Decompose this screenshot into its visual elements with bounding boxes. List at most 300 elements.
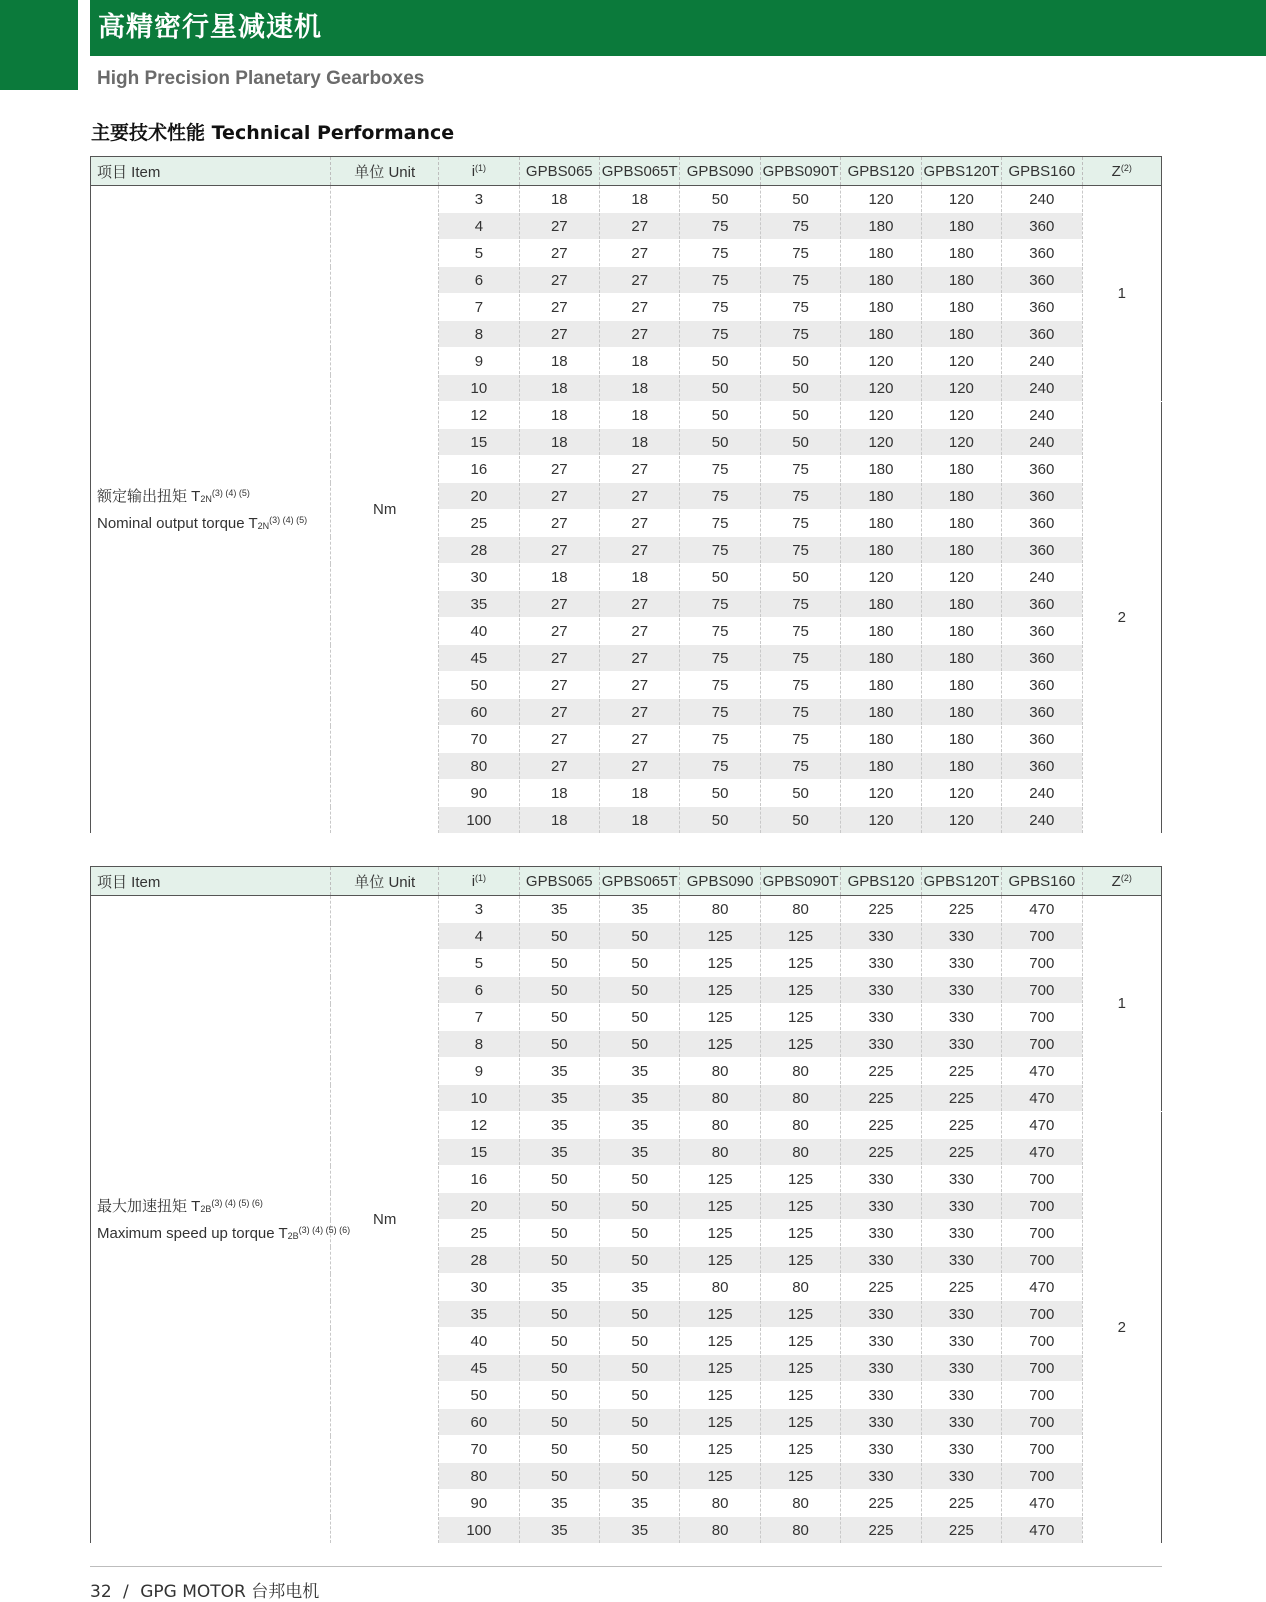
torque-value: 180 xyxy=(921,483,1001,510)
torque-value: 75 xyxy=(760,267,840,294)
torque-value: 330 xyxy=(921,1382,1001,1409)
torque-value: 180 xyxy=(841,294,921,321)
item-cn-subscript: 2N xyxy=(200,493,212,504)
torque-value: 18 xyxy=(519,348,599,375)
torque-value: 360 xyxy=(1002,618,1082,645)
torque-value: 50 xyxy=(519,1409,599,1436)
page-number: 32 xyxy=(90,1582,112,1602)
torque-value: 50 xyxy=(600,950,680,977)
ratio-value: 35 xyxy=(439,591,519,618)
torque-value: 700 xyxy=(1002,1355,1082,1382)
torque-value: 125 xyxy=(680,1031,760,1058)
torque-value: 50 xyxy=(600,1004,680,1031)
ratio-value: 4 xyxy=(439,923,519,950)
torque-value: 470 xyxy=(1002,1112,1082,1139)
col-header-model: GPBS065 xyxy=(519,867,599,896)
page-footer xyxy=(90,1577,319,1602)
ratio-value: 80 xyxy=(439,753,519,780)
torque-value: 330 xyxy=(921,1193,1001,1220)
torque-value: 120 xyxy=(921,429,1001,456)
ratio-value: 70 xyxy=(439,726,519,753)
torque-value: 180 xyxy=(841,645,921,672)
torque-value: 18 xyxy=(600,564,680,591)
torque-value: 75 xyxy=(680,726,760,753)
torque-value: 700 xyxy=(1002,1166,1082,1193)
torque-value: 180 xyxy=(841,456,921,483)
torque-value: 120 xyxy=(841,429,921,456)
torque-value: 35 xyxy=(519,1274,599,1301)
torque-value: 50 xyxy=(600,1193,680,1220)
torque-value: 330 xyxy=(841,1355,921,1382)
col-header-model: GPBS160 xyxy=(1002,157,1082,186)
torque-value: 125 xyxy=(760,1247,840,1274)
torque-value: 50 xyxy=(519,1004,599,1031)
torque-value: 125 xyxy=(680,1301,760,1328)
torque-value: 80 xyxy=(680,1274,760,1301)
item-cn-text: 最大加速扭矩 T xyxy=(97,1197,201,1215)
torque-value: 35 xyxy=(519,896,599,923)
item-en-text: Nominal output torque T xyxy=(97,514,258,532)
ratio-value: 15 xyxy=(439,429,519,456)
ratio-value: 8 xyxy=(439,1031,519,1058)
ratio-value: 16 xyxy=(439,456,519,483)
torque-value: 75 xyxy=(680,645,760,672)
torque-value: 125 xyxy=(680,923,760,950)
torque-value: 75 xyxy=(680,294,760,321)
torque-value: 18 xyxy=(519,429,599,456)
item-label xyxy=(91,896,351,1544)
torque-value: 75 xyxy=(680,699,760,726)
torque-value: 75 xyxy=(680,321,760,348)
ratio-value: 40 xyxy=(439,618,519,645)
unit-value: Nm xyxy=(331,896,439,1544)
torque-value: 125 xyxy=(680,1004,760,1031)
item-en-subscript: 2B xyxy=(287,1230,299,1241)
torque-value: 240 xyxy=(1002,780,1082,807)
torque-value: 75 xyxy=(680,618,760,645)
section-heading: 主要技术性能 Technical Performance xyxy=(91,122,455,144)
torque-value: 180 xyxy=(841,267,921,294)
torque-value: 35 xyxy=(600,1085,680,1112)
torque-value: 27 xyxy=(519,618,599,645)
torque-value: 225 xyxy=(841,1058,921,1085)
torque-value: 75 xyxy=(680,753,760,780)
torque-value: 75 xyxy=(760,240,840,267)
torque-value: 50 xyxy=(600,1220,680,1247)
torque-value: 225 xyxy=(921,1274,1001,1301)
torque-value: 75 xyxy=(680,240,760,267)
col-header-stages xyxy=(1082,157,1161,186)
ratio-value: 25 xyxy=(439,1220,519,1247)
torque-value: 125 xyxy=(760,950,840,977)
torque-value: 75 xyxy=(760,213,840,240)
torque-value: 240 xyxy=(1002,375,1082,402)
torque-value: 80 xyxy=(680,1058,760,1085)
torque-value: 27 xyxy=(600,726,680,753)
torque-value: 80 xyxy=(760,1112,840,1139)
col-header-model: GPBS120T xyxy=(921,867,1001,896)
torque-value: 80 xyxy=(760,1517,840,1544)
col-header-model: GPBS065T xyxy=(600,157,680,186)
torque-value: 35 xyxy=(600,1139,680,1166)
torque-value: 330 xyxy=(921,977,1001,1004)
footer-brand: GPG MOTOR 台邦电机 xyxy=(140,1582,320,1602)
ratio-value: 30 xyxy=(439,564,519,591)
torque-value: 50 xyxy=(600,1328,680,1355)
ratio-value: 8 xyxy=(439,321,519,348)
torque-value: 330 xyxy=(921,1409,1001,1436)
torque-value: 18 xyxy=(600,429,680,456)
ratio-value: 16 xyxy=(439,1166,519,1193)
ratio-label: i xyxy=(471,872,476,890)
torque-value: 27 xyxy=(519,537,599,564)
torque-value: 360 xyxy=(1002,321,1082,348)
ratio-value: 7 xyxy=(439,294,519,321)
torque-value: 330 xyxy=(921,1166,1001,1193)
torque-value: 18 xyxy=(519,780,599,807)
item-label-cn xyxy=(97,1193,330,1220)
stages-note: (2) xyxy=(1120,872,1132,883)
ratio-value: 80 xyxy=(439,1463,519,1490)
torque-value: 120 xyxy=(841,564,921,591)
torque-value: 75 xyxy=(680,483,760,510)
torque-value: 330 xyxy=(841,1301,921,1328)
torque-value: 27 xyxy=(519,267,599,294)
torque-value: 120 xyxy=(841,348,921,375)
item-cn-text: 额定输出扭矩 T xyxy=(97,487,201,505)
torque-value: 125 xyxy=(680,1355,760,1382)
torque-value: 125 xyxy=(760,1355,840,1382)
torque-value: 50 xyxy=(760,402,840,429)
torque-value: 330 xyxy=(921,1328,1001,1355)
torque-value: 180 xyxy=(841,483,921,510)
torque-value: 50 xyxy=(760,348,840,375)
ratio-value: 45 xyxy=(439,645,519,672)
torque-value: 50 xyxy=(519,1355,599,1382)
col-header-model: GPBS160 xyxy=(1002,867,1082,896)
torque-value: 225 xyxy=(841,1085,921,1112)
torque-value: 360 xyxy=(1002,294,1082,321)
torque-value: 27 xyxy=(600,699,680,726)
torque-value: 75 xyxy=(760,321,840,348)
ratio-value: 10 xyxy=(439,1085,519,1112)
ratio-label: i xyxy=(471,162,476,180)
torque-value: 80 xyxy=(760,1139,840,1166)
torque-value: 75 xyxy=(760,294,840,321)
torque-value: 330 xyxy=(921,950,1001,977)
torque-value: 180 xyxy=(921,591,1001,618)
torque-value: 125 xyxy=(760,1409,840,1436)
torque-value: 120 xyxy=(841,402,921,429)
torque-value: 27 xyxy=(600,618,680,645)
torque-value: 330 xyxy=(841,1463,921,1490)
torque-value: 125 xyxy=(680,977,760,1004)
torque-value: 225 xyxy=(841,1490,921,1517)
max-torque-table xyxy=(90,866,1162,1544)
torque-value: 700 xyxy=(1002,1382,1082,1409)
torque-value: 50 xyxy=(600,1436,680,1463)
torque-value: 180 xyxy=(921,240,1001,267)
torque-value: 180 xyxy=(921,672,1001,699)
item-label xyxy=(91,186,331,834)
torque-value: 50 xyxy=(519,1193,599,1220)
torque-value: 470 xyxy=(1002,1139,1082,1166)
torque-value: 180 xyxy=(921,294,1001,321)
torque-value: 75 xyxy=(760,726,840,753)
col-header-ratio xyxy=(439,157,519,186)
torque-value: 27 xyxy=(600,456,680,483)
torque-value: 18 xyxy=(519,402,599,429)
torque-value: 18 xyxy=(600,807,680,834)
torque-value: 240 xyxy=(1002,348,1082,375)
torque-value: 330 xyxy=(841,1193,921,1220)
torque-value: 360 xyxy=(1002,591,1082,618)
torque-value: 50 xyxy=(680,807,760,834)
torque-value: 75 xyxy=(760,618,840,645)
torque-value: 50 xyxy=(600,1301,680,1328)
col-header-model: GPBS090 xyxy=(680,157,760,186)
torque-value: 50 xyxy=(600,1031,680,1058)
torque-value: 50 xyxy=(600,1409,680,1436)
torque-value: 125 xyxy=(760,1301,840,1328)
nominal-torque-table xyxy=(90,156,1162,834)
torque-value: 330 xyxy=(841,977,921,1004)
ratio-value: 28 xyxy=(439,537,519,564)
torque-value: 700 xyxy=(1002,1247,1082,1274)
col-header-item: 项目 Item xyxy=(91,867,331,896)
torque-value: 50 xyxy=(519,1166,599,1193)
torque-value: 120 xyxy=(841,780,921,807)
torque-value: 180 xyxy=(841,699,921,726)
torque-value: 35 xyxy=(600,1490,680,1517)
torque-value: 360 xyxy=(1002,267,1082,294)
torque-value: 225 xyxy=(841,1517,921,1544)
torque-value: 27 xyxy=(600,591,680,618)
torque-value: 330 xyxy=(921,1301,1001,1328)
torque-value: 75 xyxy=(760,591,840,618)
torque-value: 50 xyxy=(519,1220,599,1247)
torque-value: 225 xyxy=(841,1139,921,1166)
torque-value: 75 xyxy=(760,483,840,510)
torque-value: 240 xyxy=(1002,186,1082,213)
item-cn-subscript: 2B xyxy=(200,1203,212,1214)
ratio-value: 70 xyxy=(439,1436,519,1463)
torque-value: 75 xyxy=(760,510,840,537)
torque-value: 120 xyxy=(841,375,921,402)
torque-value: 330 xyxy=(921,1355,1001,1382)
torque-value: 330 xyxy=(841,950,921,977)
torque-value: 35 xyxy=(519,1085,599,1112)
ratio-value: 20 xyxy=(439,1193,519,1220)
torque-value: 27 xyxy=(519,321,599,348)
torque-value: 225 xyxy=(921,1517,1001,1544)
torque-value: 18 xyxy=(519,564,599,591)
torque-value: 360 xyxy=(1002,726,1082,753)
torque-value: 35 xyxy=(519,1058,599,1085)
torque-value: 35 xyxy=(519,1139,599,1166)
torque-value: 75 xyxy=(760,699,840,726)
torque-value: 50 xyxy=(519,1301,599,1328)
torque-value: 700 xyxy=(1002,1463,1082,1490)
torque-value: 180 xyxy=(841,753,921,780)
torque-value: 330 xyxy=(841,1004,921,1031)
torque-value: 75 xyxy=(680,591,760,618)
torque-value: 360 xyxy=(1002,240,1082,267)
torque-value: 50 xyxy=(680,780,760,807)
col-header-model: GPBS065 xyxy=(519,157,599,186)
torque-value: 50 xyxy=(600,1463,680,1490)
torque-value: 700 xyxy=(1002,1436,1082,1463)
ratio-value: 50 xyxy=(439,1382,519,1409)
ratio-value: 4 xyxy=(439,213,519,240)
torque-value: 180 xyxy=(841,537,921,564)
torque-value: 120 xyxy=(921,807,1001,834)
item-en-notes: (3) (4) (5) (6) xyxy=(298,1224,351,1235)
ratio-note: (1) xyxy=(475,162,487,173)
torque-value: 120 xyxy=(921,348,1001,375)
torque-value: 330 xyxy=(921,1436,1001,1463)
torque-value: 80 xyxy=(760,896,840,923)
torque-value: 700 xyxy=(1002,1220,1082,1247)
torque-value: 700 xyxy=(1002,1328,1082,1355)
torque-value: 120 xyxy=(921,564,1001,591)
ratio-value: 25 xyxy=(439,510,519,537)
torque-value: 225 xyxy=(921,1058,1001,1085)
torque-value: 125 xyxy=(760,1220,840,1247)
header-row xyxy=(91,157,1162,186)
torque-value: 225 xyxy=(841,1274,921,1301)
torque-value: 27 xyxy=(519,645,599,672)
torque-value: 50 xyxy=(519,977,599,1004)
torque-value: 18 xyxy=(519,807,599,834)
torque-value: 75 xyxy=(680,456,760,483)
unit-value: Nm xyxy=(331,186,439,834)
torque-value: 700 xyxy=(1002,1004,1082,1031)
stages-label: Z xyxy=(1111,872,1121,890)
torque-value: 330 xyxy=(841,1031,921,1058)
torque-value: 80 xyxy=(680,1139,760,1166)
torque-value: 180 xyxy=(841,618,921,645)
col-header-model: GPBS120T xyxy=(921,157,1001,186)
col-header-unit: 单位 Unit xyxy=(331,157,439,186)
torque-value: 120 xyxy=(841,807,921,834)
brand-color-block xyxy=(0,0,78,90)
torque-value: 80 xyxy=(680,1085,760,1112)
torque-value: 18 xyxy=(519,375,599,402)
torque-value: 27 xyxy=(600,672,680,699)
torque-value: 50 xyxy=(760,186,840,213)
ratio-value: 9 xyxy=(439,348,519,375)
torque-value: 27 xyxy=(600,240,680,267)
torque-value: 50 xyxy=(680,564,760,591)
torque-value: 50 xyxy=(600,1355,680,1382)
table-row xyxy=(91,186,1162,213)
ratio-value: 90 xyxy=(439,780,519,807)
torque-value: 330 xyxy=(841,923,921,950)
torque-value: 35 xyxy=(600,1274,680,1301)
col-header-ratio xyxy=(439,867,519,896)
torque-value: 180 xyxy=(921,537,1001,564)
col-header-model: GPBS065T xyxy=(600,867,680,896)
torque-value: 50 xyxy=(760,429,840,456)
ratio-value: 30 xyxy=(439,1274,519,1301)
torque-value: 27 xyxy=(600,267,680,294)
torque-value: 50 xyxy=(519,1328,599,1355)
torque-value: 360 xyxy=(1002,456,1082,483)
torque-value: 120 xyxy=(921,375,1001,402)
torque-value: 27 xyxy=(600,510,680,537)
torque-value: 330 xyxy=(921,1031,1001,1058)
ratio-value: 12 xyxy=(439,402,519,429)
torque-value: 225 xyxy=(921,1112,1001,1139)
torque-value: 180 xyxy=(841,213,921,240)
torque-value: 125 xyxy=(760,1328,840,1355)
col-header-model: GPBS090T xyxy=(760,867,840,896)
col-header-model: GPBS090T xyxy=(760,157,840,186)
torque-value: 27 xyxy=(600,321,680,348)
torque-value: 27 xyxy=(519,591,599,618)
torque-value: 330 xyxy=(841,1220,921,1247)
torque-value: 50 xyxy=(760,375,840,402)
torque-value: 360 xyxy=(1002,510,1082,537)
torque-value: 75 xyxy=(680,267,760,294)
ratio-value: 45 xyxy=(439,1355,519,1382)
footer-divider xyxy=(90,1566,1162,1567)
stages-value: 1 xyxy=(1082,896,1161,1112)
torque-value: 80 xyxy=(760,1085,840,1112)
torque-value: 225 xyxy=(841,896,921,923)
col-header-model: GPBS090 xyxy=(680,867,760,896)
stages-value: 2 xyxy=(1082,1112,1161,1544)
torque-value: 75 xyxy=(680,213,760,240)
torque-value: 50 xyxy=(760,780,840,807)
torque-value: 27 xyxy=(600,645,680,672)
torque-value: 50 xyxy=(600,923,680,950)
torque-value: 27 xyxy=(600,294,680,321)
torque-value: 125 xyxy=(680,1193,760,1220)
torque-value: 50 xyxy=(760,807,840,834)
ratio-value: 50 xyxy=(439,672,519,699)
torque-value: 470 xyxy=(1002,1274,1082,1301)
torque-value: 225 xyxy=(921,1085,1001,1112)
torque-value: 330 xyxy=(921,1247,1001,1274)
col-header-model: GPBS120 xyxy=(841,157,921,186)
torque-value: 125 xyxy=(680,1382,760,1409)
ratio-value: 100 xyxy=(439,1517,519,1544)
torque-value: 35 xyxy=(600,1112,680,1139)
stages-value: 2 xyxy=(1082,402,1161,834)
ratio-value: 7 xyxy=(439,1004,519,1031)
torque-value: 50 xyxy=(519,950,599,977)
ratio-value: 100 xyxy=(439,807,519,834)
col-header-unit: 单位 Unit xyxy=(331,867,439,896)
torque-value: 360 xyxy=(1002,672,1082,699)
torque-value: 180 xyxy=(841,726,921,753)
torque-value: 180 xyxy=(841,321,921,348)
torque-value: 80 xyxy=(760,1058,840,1085)
torque-value: 50 xyxy=(680,375,760,402)
torque-value: 225 xyxy=(921,1490,1001,1517)
torque-value: 360 xyxy=(1002,699,1082,726)
torque-value: 360 xyxy=(1002,483,1082,510)
torque-value: 125 xyxy=(680,1166,760,1193)
torque-value: 125 xyxy=(760,1031,840,1058)
torque-value: 470 xyxy=(1002,1058,1082,1085)
torque-value: 27 xyxy=(519,294,599,321)
page-title: 高精密行星减速机 xyxy=(90,0,1266,56)
torque-value: 125 xyxy=(760,1004,840,1031)
torque-value: 180 xyxy=(841,672,921,699)
